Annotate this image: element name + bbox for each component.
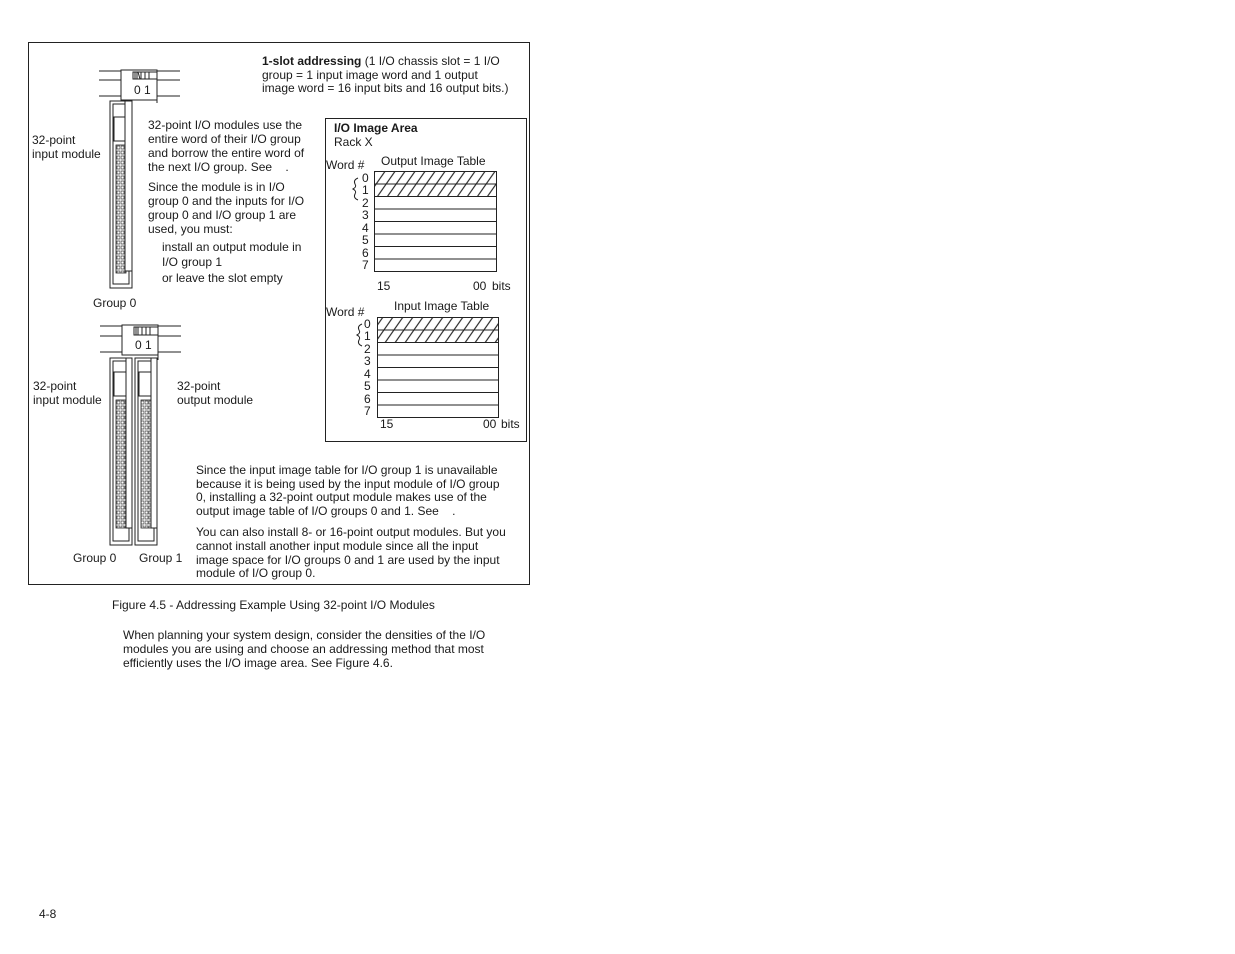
heading-bold: 1-slot addressing <box>262 54 362 68</box>
output-word-number: 3 <box>362 208 369 222</box>
upper-note-2-line-2: group 0 and the inputs for I/O <box>148 194 305 208</box>
upper-group-label: Group 0 <box>93 296 137 310</box>
input-word-row <box>378 405 499 418</box>
lower-group-0-label: Group 0 <box>73 551 117 565</box>
input-word-row <box>378 368 499 381</box>
input-word-number: 6 <box>364 391 371 406</box>
output-word-row <box>375 184 497 197</box>
lower-note-1-line-3: 0, installing a 32-point output module makes use of the <box>196 490 487 504</box>
lower-group-1-label: Group 1 <box>139 551 183 565</box>
body-paragraph-line-2: modules you are using and choose an addressing method that most <box>123 642 484 656</box>
output-word-row <box>375 234 497 247</box>
lower-slot-numbers: 0 1 <box>135 338 152 352</box>
input-word-number: 5 <box>364 379 371 393</box>
input-word-number: 3 <box>364 354 371 368</box>
lower-note-1: Since the input image table for I/O group 1 is unavailable <box>196 463 498 477</box>
lower-output-label-2: output module <box>177 393 254 407</box>
output-word-label: Word # <box>326 158 365 172</box>
body-paragraph-line-3: efficiently uses the I/O image area. See Figure 4.6. <box>123 656 393 670</box>
lower-note-2: You can also install 8- or 16-point output modules. But you <box>196 525 506 539</box>
input-word-row <box>378 393 499 406</box>
output-word-row <box>375 259 497 272</box>
input-bit-hi: 15 <box>380 417 394 431</box>
upper-input-module <box>110 101 132 288</box>
lower-input-label-2: input module <box>33 393 102 407</box>
upper-option-1: install an output module in <box>162 240 302 254</box>
upper-note-2-line-3: group 0 and I/O group 1 are <box>148 208 297 222</box>
output-word-number: 5 <box>362 233 369 247</box>
input-table-title: Input Image Table <box>394 299 490 313</box>
output-bit-lo: 00 <box>473 279 487 293</box>
input-bit-lo: 00 <box>483 417 497 431</box>
output-word-row <box>375 172 497 185</box>
input-word-row <box>378 318 499 331</box>
output-word-row <box>375 247 497 260</box>
output-brace-icon <box>353 178 358 200</box>
heading-line-1 <box>262 54 500 68</box>
input-word-number: 0 <box>364 316 371 331</box>
upper-note-1: 32-point I/O modules use the <box>148 118 303 132</box>
input-word-label: Word # <box>326 305 365 319</box>
input-word-number: 2 <box>364 341 371 356</box>
upper-note-1-line-2: entire word of their I/O group <box>148 132 301 146</box>
output-word-row <box>375 197 497 210</box>
output-word-number: 2 <box>362 195 369 210</box>
body-paragraph: When planning your system design, consider the densities of the I/O <box>123 628 486 642</box>
page-number: 4-8 <box>39 907 57 921</box>
lower-input-module <box>110 358 132 545</box>
output-word-number: 6 <box>362 245 369 260</box>
output-bits-label: bits <box>492 279 511 293</box>
input-word-row <box>378 330 499 343</box>
lower-input-label: 32-point <box>33 379 77 393</box>
output-word-number: 0 <box>362 170 369 185</box>
output-bit-hi: 15 <box>377 279 391 293</box>
heading-rest: (1 I/O chassis slot = 1 I/O <box>364 54 500 68</box>
lower-note-1-line-2: because it is being used by the input module of I/O group <box>196 477 500 491</box>
lower-note-2-line-3: image space for I/O groups 0 and 1 are used by the input <box>196 553 500 567</box>
output-word-number: 7 <box>362 258 369 272</box>
lower-note-2-line-2: cannot install another input module since all the input <box>196 539 479 553</box>
image-area-title: I/O Image Area <box>334 121 418 135</box>
lower-output-module <box>135 358 157 545</box>
input-word-number: 7 <box>364 404 371 418</box>
input-word-row <box>378 343 499 356</box>
lower-output-label: 32-point <box>177 379 221 393</box>
output-word-row <box>375 222 497 235</box>
input-word-number: 4 <box>364 366 371 381</box>
upper-note-2: Since the module is in I/O <box>148 180 285 194</box>
lower-note-2-line-4: module of I/O group 0. <box>196 566 316 580</box>
upper-note-2-line-4: used, you must: <box>148 222 233 236</box>
upper-note-1-line-3: and borrow the entire word of <box>148 146 305 160</box>
image-area-rack: Rack X <box>334 135 373 149</box>
input-word-row <box>378 380 499 393</box>
figure-caption: Figure 4.5 - Addressing Example Using 32-point I/O Modules <box>112 598 435 612</box>
upper-module-label: 32-point <box>32 133 76 147</box>
output-word-number: 1 <box>362 183 369 197</box>
input-image-table <box>378 318 499 418</box>
input-brace-icon <box>357 324 362 346</box>
lower-note-1-line-4: output image table of I/O groups 0 and 1. See . <box>196 504 456 518</box>
output-word-number: 4 <box>362 220 369 235</box>
output-image-table <box>375 172 497 272</box>
upper-note-1-line-4: the next I/O group. See . <box>148 160 289 174</box>
output-word-row <box>375 209 497 222</box>
output-table-title: Output Image Table <box>381 154 486 168</box>
input-bits-label: bits <box>501 417 520 431</box>
input-word-row <box>378 355 499 368</box>
heading-line-3: image word = 16 input bits and 16 output bits.) <box>262 81 509 95</box>
upper-slot-numbers: 0 1 <box>134 83 151 97</box>
input-word-number: 1 <box>364 329 371 343</box>
upper-option-1-line-2: I/O group 1 <box>162 255 223 269</box>
heading-line-2: group = 1 input image word and 1 output <box>262 68 478 82</box>
upper-module-label-2: input module <box>32 147 101 161</box>
upper-option-2: or leave the slot empty <box>162 271 283 285</box>
